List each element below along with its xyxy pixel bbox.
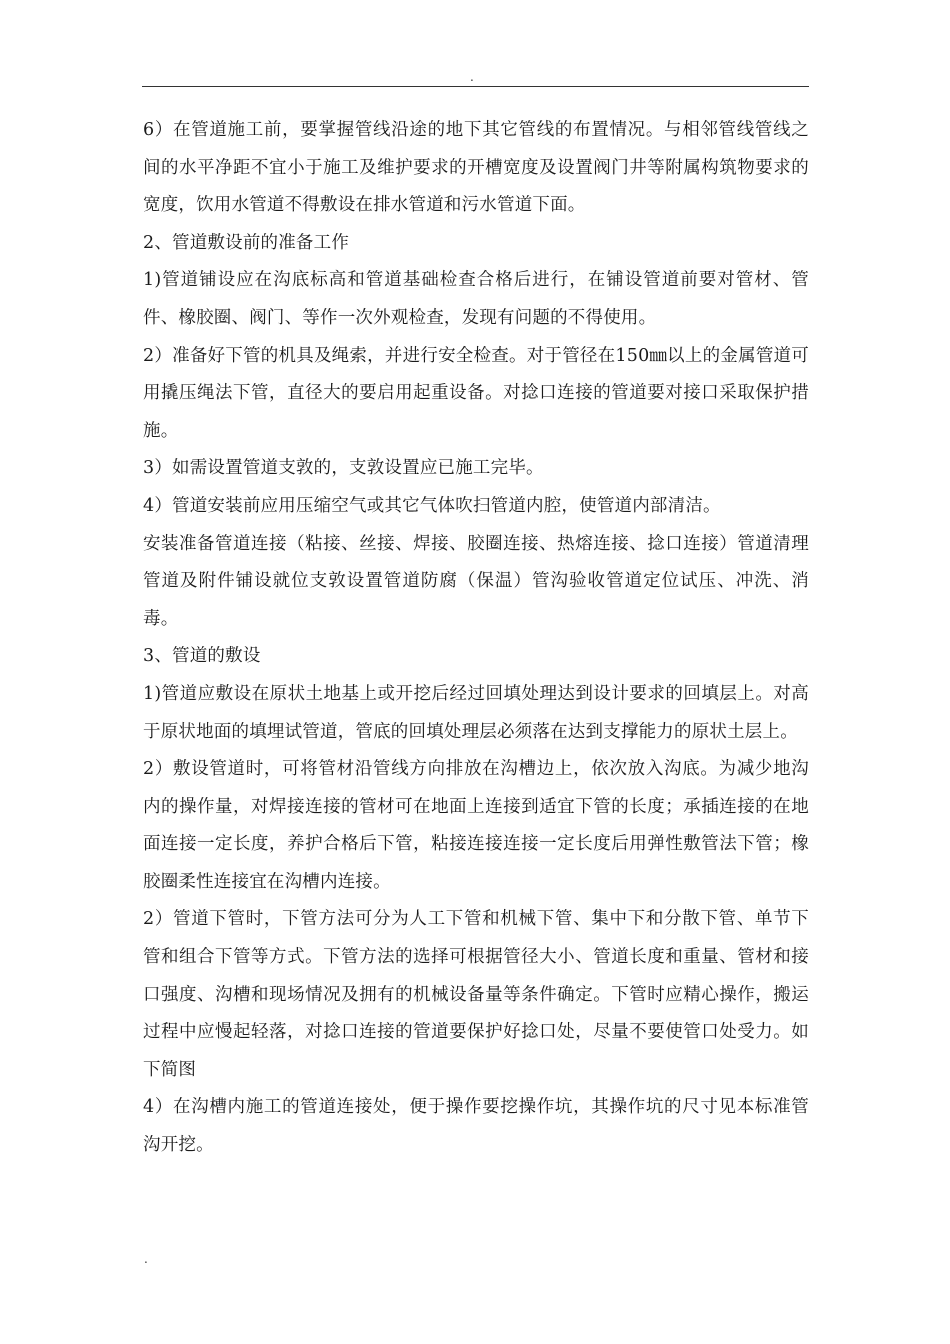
section-heading-laying: 3、管道的敷设 bbox=[143, 646, 261, 667]
document-body bbox=[143, 112, 809, 1165]
paragraph-3-supports: 3）如需设置管道支敦的，支敦设置应已施工完毕。 bbox=[143, 458, 544, 479]
paragraph-2-laying-method: 2）敷设管道时，可将管材沿管线方向排放在沟槽边上，依次放入沟底。为减少地沟内的操作量，对焊接连接的管材可在地面上连接到适宜下管的长度；承插连接的在地面连接一定长度，养护合格后下管，粘接连接连接一定长度后用弹性敷管法下管；橡胶圈柔性连接宜在沟槽内连接。 bbox=[143, 759, 809, 892]
header-rule bbox=[142, 86, 809, 87]
paragraph-4-operation-pit: 4）在沟槽内施工的管道连接处，便于操作要挖操作坑，其操作坑的尺寸见本标准管沟开挖。 bbox=[143, 1097, 809, 1156]
paragraph-2-lowering-method: 2）管道下管时，下管方法可分为人工下管和机械下管、集中下和分散下管、单节下管和组合下管等方式。下管方法的选择可根据管径大小、管道长度和重量、管材和接口强度、沟槽和现场情况及拥有的机械设备量等条件确定。下管时应精心操作，搬运过程中应慢起轻落，对捻口连接的管道要保护好捻口处，尽量不要使管口处受力。如下简图 bbox=[143, 909, 809, 1080]
paragraph-1-inspection: 1)管道铺设应在沟底标高和管道基础检查合格后进行，在铺设管道前要对管材、管件、橡胶圈、阀门、等作一次外观检查，发现有问题的不得使用。 bbox=[143, 270, 809, 328]
paragraph-1-foundation: 1)管道应敷设在原状土地基上或开挖后经过回填处理达到设计要求的回填层上。对高于原状地面的填埋试管道，管底的回填处理层必须落在达到支撑能力的原状土层上。 bbox=[143, 683, 809, 742]
footer-mark: . bbox=[144, 1252, 148, 1266]
paragraph-process-flow: 安装准备管道连接（粘接、丝接、焊接、胶圈连接、热熔连接、捻口连接）管道清理管道及附件铺设就位支敦设置管道防腐（保温）管沟验收管道定位试压、冲洗、消毒。 bbox=[143, 533, 809, 629]
paragraph-4-purging: 4）管道安装前应用压缩空气或其它气体吹扫管道内腔，使管道内部清洁。 bbox=[143, 495, 721, 516]
header-mark: . bbox=[470, 70, 474, 84]
paragraph-6-pipe-layout: 6）在管道施工前，要掌握管线沿途的地下其它管线的布置情况。与相邻管线管线之间的水平净距不宜小于施工及维护要求的开槽宽度及设置阀门井等附属构筑物要求的宽度，饮用水管道不得敷设在排水管道和污水管道下面。 bbox=[143, 120, 809, 216]
paragraph-2-equipment: 2）准备好下管的机具及绳索，并进行安全检查。对于管径在150㎜以上的金属管道可用撬压绳法下管，直径大的要启用起重设备。对捻口连接的管道要对接口采取保护措施。 bbox=[143, 345, 809, 441]
section-heading-preparation: 2、管道敷设前的准备工作 bbox=[143, 232, 350, 253]
